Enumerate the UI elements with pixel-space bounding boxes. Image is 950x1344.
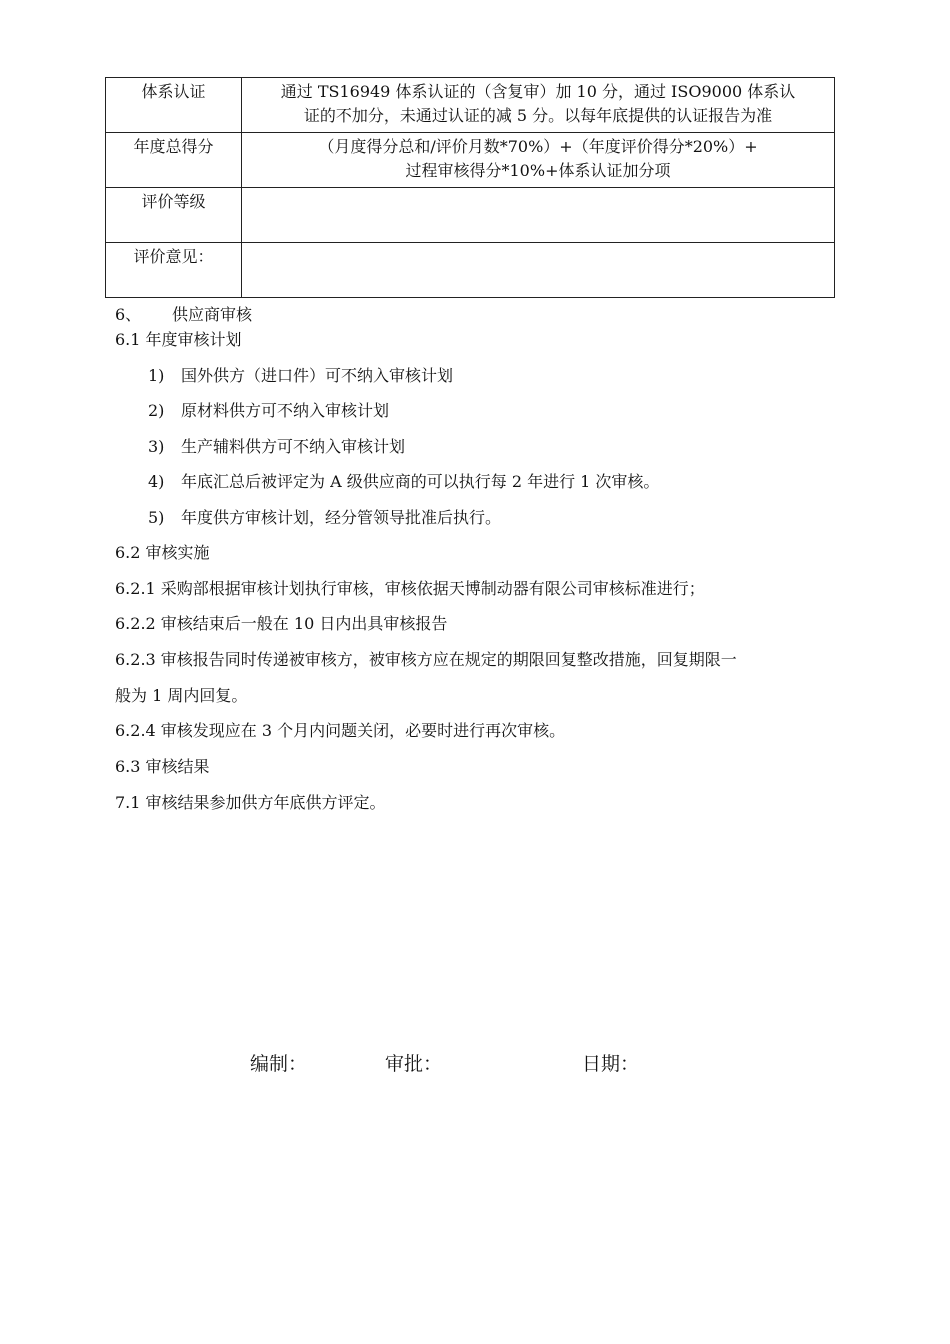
signature-approved-label: 审批： [385, 1053, 443, 1075]
evaluation-table [105, 77, 835, 298]
list-item [148, 365, 453, 387]
list-item-number: 3) [148, 437, 165, 456]
paragraph-6-2-3-line2: 般为 1 周内回复。 [115, 686, 248, 705]
table-value-line: 证的不加分，未通过认证的减 5 分。以每年底提供的认证报告为准 [303, 106, 773, 125]
list-item-text: 年底汇总后被评定为 A 级供应商的可以执行每 2 年进行 1 次审核。 [181, 472, 660, 491]
table-row [106, 78, 835, 133]
signature-prepared-label: 编制： [250, 1053, 308, 1075]
table-label-cell: 年度总得分 [106, 133, 242, 188]
table-label-cell: 体系认证 [106, 78, 242, 133]
list-item-number: 5) [148, 508, 165, 527]
list-item-number: 2) [148, 401, 165, 420]
paragraph-6-2-3-line1: 6.2.3 审核报告同时传递被审核方，被审核方应在规定的期限回复整改措施，回复期限一 [115, 650, 737, 669]
list-item [148, 400, 389, 422]
table-row [106, 243, 835, 298]
paragraph-6-2-1: 6.2.1 采购部根据审核计划执行审核，审核依据天博制动器有限公司审核标准进行； [115, 579, 705, 598]
table-label-cell: 评价意见： [106, 243, 242, 298]
table-value-cell [242, 133, 835, 188]
section-title: 供应商审核 [172, 305, 253, 324]
list-item-number: 4) [148, 472, 165, 491]
paragraph-6-2-4: 6.2.4 审核发现应在 3 个月内问题关闭，必要时进行再次审核。 [115, 721, 566, 740]
table-value-line: （月度得分总和/评价月数*70%）+（年度评价得分*20%）+ [318, 137, 758, 156]
table-label-cell: 评价等级 [106, 188, 242, 243]
section-number: 6、 [115, 305, 142, 324]
list-item-text: 年度供方审核计划，经分管领导批准后执行。 [181, 508, 502, 527]
list-item-text: 生产辅料供方可不纳入审核计划 [181, 437, 406, 456]
paragraph-7-1: 7.1 审核结果参加供方年底供方评定。 [115, 793, 386, 812]
list-item-text: 原材料供方可不纳入审核计划 [181, 401, 390, 420]
table-value-cell [242, 78, 835, 133]
section-heading-6-3: 6.3 审核结果 [115, 757, 210, 776]
list-item [148, 471, 659, 493]
signature-date-label: 日期： [582, 1053, 640, 1075]
section-heading-6-1: 6.1 年度审核计划 [115, 330, 242, 349]
list-item-text: 国外供方（进口件）可不纳入审核计划 [181, 366, 454, 385]
table-value-line: 通过 TS16949 体系认证的（含复审）加 10 分，通过 ISO9000 体系认 [280, 82, 796, 101]
paragraph-6-2-2: 6.2.2 审核结束后一般在 10 日内出具审核报告 [115, 614, 448, 633]
list-item-number: 1) [148, 366, 165, 385]
table-value-cell [242, 188, 835, 243]
table-value-cell [242, 243, 835, 298]
list-item [148, 507, 501, 529]
table-value-line: 过程审核得分*10%+体系认证加分项 [405, 161, 671, 180]
table-row [106, 188, 835, 243]
table-row [106, 133, 835, 188]
section-heading-6-2: 6.2 审核实施 [115, 543, 210, 562]
section-heading-6 [115, 304, 252, 326]
list-item [148, 436, 405, 458]
